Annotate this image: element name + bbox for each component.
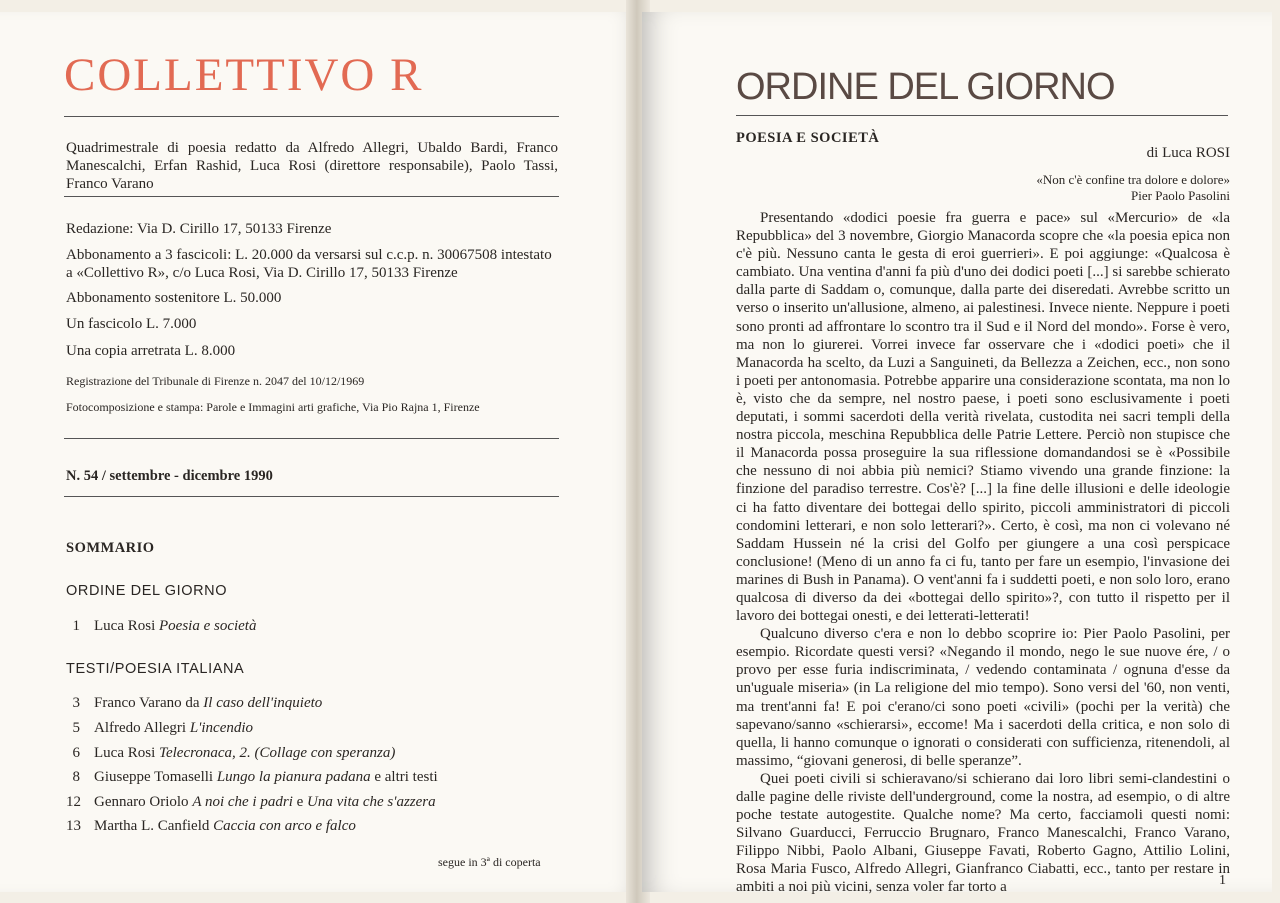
section-heading-testi: TESTI/POESIA ITALIANA xyxy=(66,661,245,677)
printing-note: Fotocomposizione e stampa: Parole e Immagini arti grafiche, Via Pio Rajna 1, Firenze xyxy=(66,400,480,414)
right-page xyxy=(642,12,1272,896)
divider xyxy=(64,496,559,497)
single-issue-price: Un fascicolo L. 7.000 xyxy=(66,316,197,332)
page-number: 1 xyxy=(1219,873,1226,888)
section-heading-ordine: ORDINE DEL GIORNO xyxy=(66,583,228,599)
editors-intro: Quadrimestrale di poesia redatto da Alfredo Allegri, Ubaldo Bardi, Franco Manescalchi, Erfan Rashid, Luca Rosi (direttore responsabile), Paolo Tassi, Franco Varano xyxy=(66,140,558,192)
article-body xyxy=(736,209,1230,897)
toc-entry: 6 Luca Rosi Telecronaca, 2. (Collage con speranza) xyxy=(72,745,396,761)
toc-entry: 5 Alfredo Allegri L'incendio xyxy=(72,720,254,736)
supporter-subscription: Abbonamento sostenitore L. 50.000 xyxy=(66,290,282,306)
article-author: di Luca ROSI xyxy=(1146,145,1230,161)
subscription-info: Abbonamento a 3 fascicoli: L. 20.000 da versarsi sul c.c.p. n. 30067508 intestato a «Collettivo R», c/o Luca Rosi, Via D. Cirillo 17, 50133 Firenze xyxy=(66,247,552,281)
contents-heading: SOMMARIO xyxy=(66,540,155,556)
redazione-address: Redazione: Via D. Cirillo 17, 50133 Firenze xyxy=(66,221,332,237)
epigraph-quote: «Non c'è confine tra dolore e dolore» xyxy=(1036,172,1230,187)
toc-entry: 1 Luca Rosi Poesia e società xyxy=(72,618,257,634)
left-page xyxy=(0,12,638,892)
back-issue-price: Una copia arretrata L. 8.000 xyxy=(66,343,236,359)
toc-entry: 8 Giuseppe Tomaselli Lungo la pianura padana e altri testi xyxy=(72,769,438,785)
article-paragraph: Quei poeti civili si schieravano/si schierano dai loro libri semi-clandestini o dalle pagine delle riviste dell'underground, come la nostra, ad esempio, o di altre poche testate autogestite. Qualche nome? Ma certo, facciamoli questi nomi: Silvano Guarducci, Ferruccio Brugnaro, Franco Manescalchi, Franco Varano, Filippo Nibbi, Paolo Albani, Giuseppe Favati, Roberto Gagno, Attilio Lolini, Rosa Maria Fusco, Alfredo Allegri, Gianfranco Ciabatti, ecc., tanto per restare in ambiti a noi più vicini, senza voler far torto a xyxy=(736,770,1230,896)
continued-note: segue in 3ª di coperta xyxy=(438,855,541,869)
article-title: POESIA E SOCIETÀ xyxy=(736,130,880,146)
epigraph xyxy=(1036,172,1230,204)
divider xyxy=(64,438,559,439)
magazine-title: COLLETTIVO R xyxy=(64,49,424,101)
section-title: ORDINE DEL GIORNO xyxy=(736,66,1115,108)
toc-entry: 3 Franco Varano da Il caso dell'inquieto xyxy=(72,695,323,711)
article-paragraph: Presentando «dodici poesie fra guerra e pace» sul «Mercurio» de «la Repubblica» del 3 novembre, Giorgio Manacorda scopre che «la poesia epica non c'è più. Nessuno canta le gesta di eroi guerrieri». E poi aggiunge: «Qualcosa è cambiato. Una ventina d'anni fa più d'uno dei dodici poeti [...] si sarebbe schierato dalla parte di Saddam o, comunque, dalla parte dei diseredati. Avrebbe scritto un verso o inserito un'allusione, almeno, ai palestinesi. Invece niente. Neppure i poeti sono pronti ad affrontare lo scontro tra il Sud e il Nord del mondo». Forse è vero, ma non lo giurerei. Vorrei invece far osservare che i «dodici poeti» che il Manacorda ha scelto, da Luzi a Sanguineti, da Bellezza a Zeichen, ecc., non sono i poeti per antonomasia. Potrebbe apparire una considerazione scontata, ma non lo è, visto che da sempre, nel nostro paese, i poeti sono esclusivamente i poeti deputati, i sommi sacerdoti della verità rivelata, custodita nei sacri templi della nostra piccola, meschina Repubblica delle Patrie Lettere. Perciò non stupisce che il Manacorda possa proseguire la sua riflessione domandandosi se è «Possibile che nessuno di noi abbia più nemici? Stiamo vivendo una grande finzione: la finzione del paradiso terrestre. Cos'è? [...] la fine delle illusioni e delle ideologie ci ha fatto diventare dei bottegai dello spirito, piccoli amministratori di piccoli condomini letterari, e non solo letterari?». Certo, è così, ma non ci volevano né Saddam Hussein né la crisi del Golfo per giungere a una così perspicace conclusione! (Meno di un anno fa ci fu, tanto per fare un esempio, l'invasione dei marines di Bush in Panama). O vent'anni fa i suddetti poeti, e non solo loro, erano qualcosa di diverso da dei «bottegai dello spirito»?, con tutto il rispetto per il lavoro dei bottegai onesti, e dei letterati-letterati! xyxy=(736,210,1230,625)
divider xyxy=(64,116,559,117)
article-paragraph: Qualcuno diverso c'era e non lo debbo scoprire io: Pier Paolo Pasolini, per esempio. Ricordate questi versi? «Negando il mondo, nego le sue nuove ére, / o provo per esse furia indiscriminata, / vedendo contaminata / ognuna d'esse da un'uguale miseria» (in La religione del mio tempo). Sono versi del '60, non venti, ma trent'anni fa! E poi c'erano/ci sono poeti «civili» (pochi per la verità) che sapevano/sanno «schierarsi», eccome! Ma i sacerdoti della critica, e non solo di quella, li hanno comunque o ignorati o considerati con sufficienza, ritenendoli, al massimo, “giovani generosi, di belle speranze”. xyxy=(736,626,1230,769)
epigraph-author: Pier Paolo Pasolini xyxy=(1131,188,1230,203)
toc-entry: 12 Gennaro Oriolo A noi che i padri e Una vita che s'azzera xyxy=(66,794,436,810)
issue-number: N. 54 / settembre - dicembre 1990 xyxy=(66,468,273,484)
divider xyxy=(736,115,1228,116)
toc-entry: 13 Martha L. Canfield Caccia con arco e falco xyxy=(66,818,356,834)
divider xyxy=(64,196,559,197)
registration-note: Registrazione del Tribunale di Firenze n. 2047 del 10/12/1969 xyxy=(66,374,365,388)
